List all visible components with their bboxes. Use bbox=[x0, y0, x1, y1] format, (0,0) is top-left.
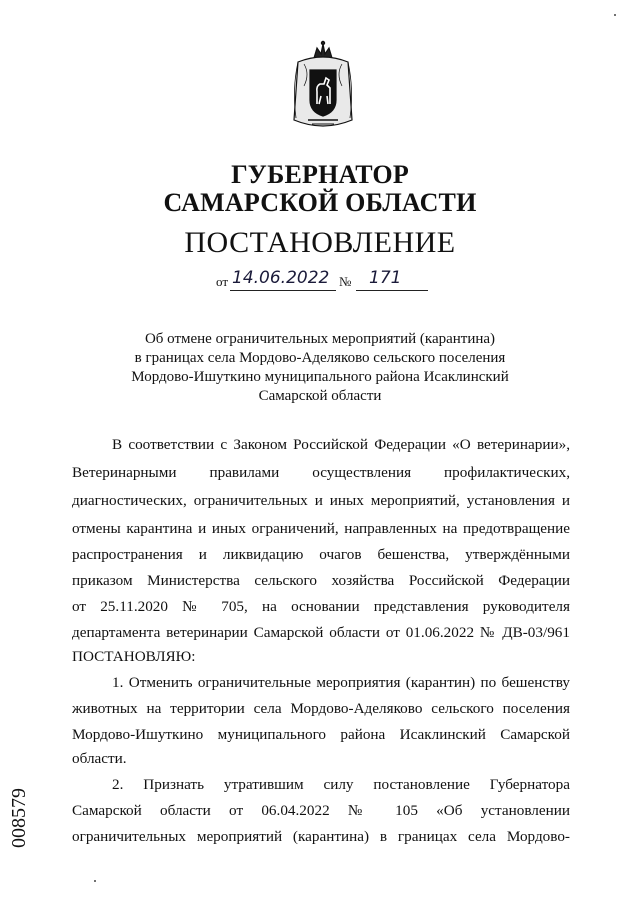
subject-line: Об отмене ограничительных мероприятий (карантина) bbox=[144, 331, 496, 347]
registration-stamp-number: 008579 bbox=[8, 788, 30, 848]
body-line: ограничительных мероприятий (карантина) в границах села Мордово- bbox=[72, 828, 570, 845]
coat-of-arms-emblem bbox=[290, 40, 356, 134]
body-line: департамента ветеринарии Самарской области от 01.06.2022 № ДВ-03/961 bbox=[72, 624, 570, 641]
number-underline bbox=[356, 290, 428, 291]
subject-line: Самарской области bbox=[258, 388, 382, 404]
date-label: от bbox=[216, 274, 229, 289]
subject-line: Мордово-Ишуткино муниципального района Исаклинский bbox=[131, 369, 509, 385]
body-line: отмены карантина и иных ограничений, направленных на предотвращение bbox=[72, 520, 570, 537]
document-type-title: ПОСТАНОВЛЕНИЕ bbox=[184, 226, 456, 259]
body-line: 2. Признать утратившим силу постановление Губернатора bbox=[112, 776, 570, 793]
body-line: распространения и ликвидацию очагов бешенства, утверждёнными bbox=[72, 546, 570, 563]
number-label: № bbox=[339, 274, 352, 289]
body-line: животных на территории села Мордово-Аделяково сельского поселения bbox=[72, 700, 570, 717]
body-line: Ветеринарными правилами осуществления профилактических, bbox=[72, 464, 570, 481]
body-line: области. bbox=[72, 750, 127, 767]
scan-speck bbox=[614, 14, 616, 16]
body-line: В соответствии с Законом Российской Федерации «О ветеринарии», bbox=[112, 436, 570, 453]
authority-title-line1: ГУБЕРНАТОР bbox=[231, 160, 409, 189]
body-line: диагностических, ограничительных и иных мероприятий, установления и bbox=[72, 492, 570, 509]
resolve-heading: ПОСТАНОВЛЯЮ: bbox=[72, 648, 196, 665]
body-line: Мордово-Ишуткино муниципального района Исаклинский Самарской bbox=[72, 726, 570, 743]
date-underline bbox=[230, 290, 336, 291]
authority-title-line2: САМАРСКОЙ ОБЛАСТИ bbox=[163, 188, 477, 217]
body-line: от 25.11.2020 № 705, на основании представления руководителя bbox=[72, 598, 570, 615]
handwritten-date: 14.06.2022 bbox=[232, 268, 330, 288]
scan-speck bbox=[94, 880, 96, 882]
handwritten-number: 171 bbox=[369, 268, 402, 288]
body-line: Самарской области от 06.04.2022 № 105 «Об установлении bbox=[72, 802, 570, 819]
subject-line: в границах села Мордово-Аделяково сельского поселения bbox=[134, 350, 506, 366]
body-line: приказом Министерства сельского хозяйства Российской Федерации bbox=[72, 572, 570, 589]
body-line: 1. Отменить ограничительные мероприятия (карантин) по бешенству bbox=[112, 674, 570, 691]
